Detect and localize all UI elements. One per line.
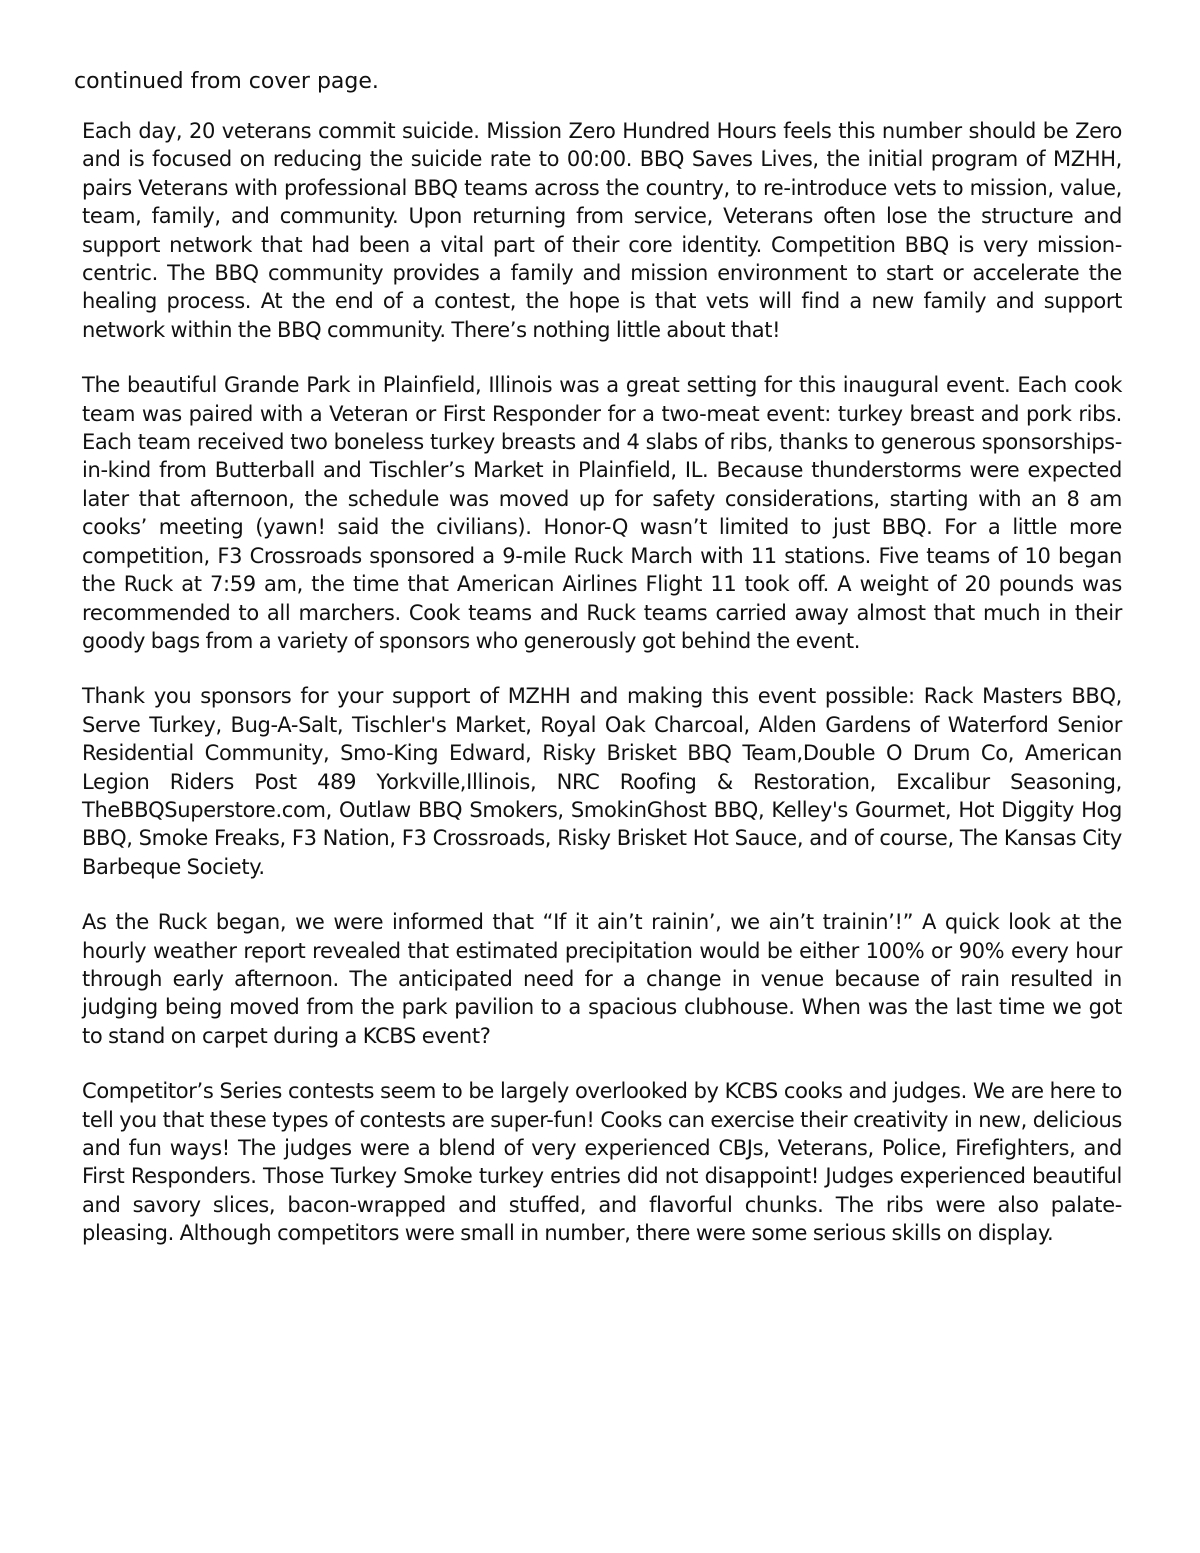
paragraph-weather: As the Ruck began, we were informed that “If it ain’t rainin’, we ain’t trainin’!” A quick look at the hourly weather report revealed that estimated precipitation would be either 100% or 90% every hour through early afternoon. The anticipated need for a change in venue because of rain resulted in judging being moved from the park pavilion to a spacious clubhouse. When was the last time we got to stand on carpet during a KCBS event? — [82, 910, 1122, 1048]
article-body — [82, 117, 1122, 1275]
paragraph-event: The beautiful Grande Park in Plainfield, Illinois was a great setting for this inaugural event. Each cook team was paired with a Veteran or First Responder for a two-meat event: turkey breast and pork ribs. Each team received two boneless turkey breasts and 4 slabs of ribs, thanks to generous sponsorships-in-kind from Butterball and Tischler’s Market in Plainfield, IL. Because thunderstorms were expected later that afternoon, the schedule was moved up for safety considerations, starting with an 8 am cooks’ meeting (yawn! said the civilians). Honor-Q wasn’t limited to just BBQ. For a little more competition, F3 Crossroads sponsored a 9-mile Ruck March with 11 stations. Five teams of 10 began the Ruck at 7:59 am, the time that American Airlines Flight 11 took off. A weight of 20 pounds was recommended to all marchers. Cook teams and Ruck teams carried away almost that much in their goody bags from a variety of sponsors who generously got behind the event. — [82, 373, 1122, 653]
paragraph-sponsors: Thank you sponsors for your support of MZHH and making this event possible: Rack Masters BBQ, Serve Turkey, Bug-A-Salt, Tischler's Market, Royal Oak Charcoal, Alden Gardens of Waterford Senior Residential Community, Smo-King Edward, Risky Brisket BBQ Team,Double O Drum Co, American Legion Riders Post 489 Yorkville,Illinois, NRC Roofing & Restoration, Excalibur Seasoning, TheBBQSuperstore.com, Outlaw BBQ Smokers, SmokinGhost BBQ, Kelley's Gourmet, Hot Diggity Hog BBQ, Smoke Freaks, F3 Nation, F3 Crossroads, Risky Brisket Hot Sauce, and of course, The Kansas City Barbeque Society. — [82, 684, 1122, 879]
paragraph-judging: Competitor’s Series contests seem to be largely overlooked by KCBS cooks and judges. We are here to tell you that these types of contests are super-fun! Cooks can exercise their creativity in new, delicious and fun ways! The judges were a blend of very experienced CBJs, Veterans, Police, Firefighters, and First Responders. Those Turkey Smoke turkey entries did not disappoint! Judges experienced beautiful and savory slices, bacon-wrapped and stuffed, and flavorful chunks. The ribs were also palate-pleasing. Although competitors were small in number, there were some serious skills on display. — [82, 1079, 1122, 1246]
continued-note: continued from cover page. — [74, 69, 379, 94]
paragraph-mission: Each day, 20 veterans commit suicide. Mission Zero Hundred Hours feels this number should be Zero and is focused on reducing the suicide rate to 00:00. BBQ Saves Lives, the initial program of MZHH, pairs Veterans with professional BBQ teams across the country, to re-introduce vets to mission, value, team, family, and community. Upon returning from service, Veterans often lose the structure and support network that had been a vital part of their core identity. Competition BBQ is very mission-centric. The BBQ community provides a family and mission environment to start or accelerate the healing process. At the end of a contest, the hope is that vets will find a new family and support network within the BBQ community. There’s nothing little about that! — [82, 119, 1122, 342]
